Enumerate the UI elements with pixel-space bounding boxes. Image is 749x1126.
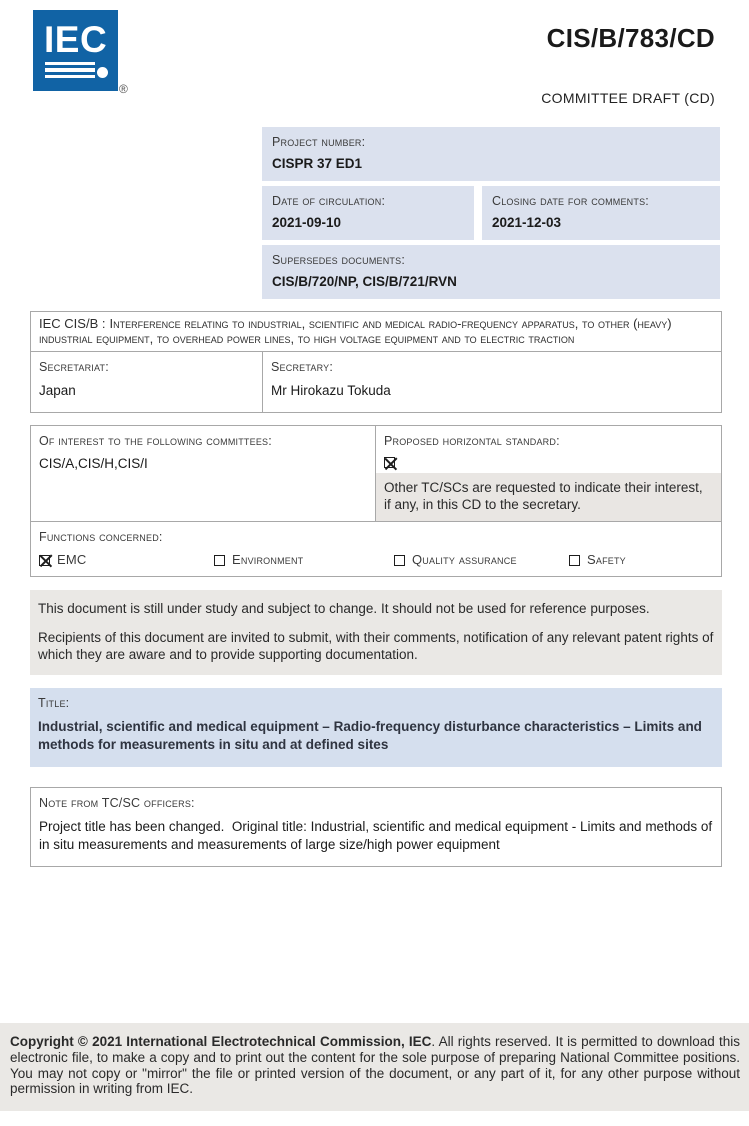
- horizontal-standard-cell: [376, 426, 721, 521]
- secretary-cell: [263, 352, 399, 412]
- dates-row: [262, 186, 720, 240]
- date-of-circulation-label: Date of circulation:: [272, 194, 386, 208]
- project-number-value: CISPR 37 ED1: [272, 156, 363, 171]
- note-value: Project title has been changed. Original title: Industrial, scientific and medical equipment - Limits and methods of in situ measurements and measurements of large size/high power equipment: [39, 819, 716, 852]
- committee-description-row: [31, 312, 721, 352]
- document-type-label: COMMITTEE DRAFT (CD): [541, 90, 715, 106]
- supersedes-cell: [262, 245, 720, 299]
- secretariat-row: [31, 352, 721, 412]
- copyright-body-text: . All rights reserved. It is permitted to download this electronic file, to make a copy and to print out the content for the sole purpose of preparing National Committee positions. You may not copy or "mirror" the file or printed version of the document, or any part of it, for any other purpose without permission in writing from IEC.: [10, 1034, 740, 1097]
- emc-label: EMC: [57, 552, 87, 567]
- study-notice-line2: Recipients of this document are invited to submit, with their comments, notification of any relevant patent rights of which they are aware and to provide supporting documentation.: [38, 630, 714, 662]
- registered-trademark-symbol: ®: [119, 82, 128, 96]
- iec-logo-dot-icon: [97, 67, 108, 78]
- title-label: Title:: [38, 696, 70, 710]
- supersedes-value: CIS/B/720/NP, CIS/B/721/RVN: [272, 274, 457, 289]
- functions-concerned-row: [31, 522, 721, 576]
- secretariat-value: Japan: [39, 383, 76, 398]
- secretariat-cell: [31, 352, 263, 412]
- interest-row: [31, 426, 721, 522]
- interest-table: [30, 425, 722, 577]
- closing-date-value: 2021-12-03: [492, 215, 562, 230]
- document-reference: CIS/B/783/CD: [546, 23, 715, 53]
- supersedes-row: [262, 245, 720, 299]
- quality-assurance-label: Quality assurance: [412, 552, 517, 567]
- other-tcsc-note: Other TC/SCs are requested to indicate their interest, if any, in this CD to the secretary.: [376, 473, 721, 521]
- interested-committees-value: CIS/A,CIS/H,CIS/I: [39, 456, 148, 471]
- safety-label: Safety: [587, 552, 626, 567]
- environment-label: Environment: [232, 552, 304, 567]
- function-item-safety: [569, 553, 626, 567]
- title-value: Industrial, scientific and medical equipment – Radio-frequency disturbance characteristics – Limits and methods for measurements in situ and at defined sites: [38, 719, 702, 752]
- date-of-circulation-cell: [262, 186, 474, 240]
- committee-code: IEC CIS/B :: [39, 316, 106, 331]
- quality-assurance-checkbox: [394, 555, 405, 566]
- horizontal-standard-label: Proposed horizontal standard:: [384, 434, 560, 448]
- closing-date-label: Closing date for comments:: [492, 194, 649, 208]
- supersedes-label: Supersedes documents:: [272, 253, 405, 267]
- safety-checkbox: [569, 555, 580, 566]
- function-item-emc: [39, 553, 214, 567]
- iec-logo-lines-icon: [45, 59, 95, 79]
- committee-description: Interference relating to industrial, scientific and medical radio-frequency apparatus, to other (heavy) industrial equipment, to overhead power lines, to high voltage equipment and to electric traction: [39, 316, 672, 346]
- project-number-row: [262, 127, 720, 181]
- title-section: [30, 688, 722, 767]
- committee-table: [30, 311, 722, 413]
- horizontal-standard-checkbox: [384, 457, 395, 468]
- copyright-notice: [0, 1023, 749, 1111]
- note-label: Note from TC/SC officers:: [39, 796, 195, 810]
- iec-logo: [33, 10, 118, 91]
- iec-logo-text: IEC: [44, 19, 108, 60]
- date-of-circulation-value: 2021-09-10: [272, 215, 342, 230]
- secretariat-label: Secretariat:: [39, 360, 109, 374]
- study-notice-line1: This document is still under study and subject to change. It should not be used for reference purposes.: [38, 601, 650, 616]
- project-number-label: Project number:: [272, 135, 366, 149]
- study-notice: [30, 590, 722, 675]
- emc-checkbox: [39, 555, 50, 566]
- interested-committees-cell: [31, 426, 376, 521]
- closing-date-cell: [482, 186, 720, 240]
- project-info-table: [262, 127, 720, 304]
- environment-checkbox: [214, 555, 225, 566]
- functions-checkbox-group: [39, 553, 713, 567]
- functions-concerned-label: Functions concerned:: [39, 530, 163, 544]
- project-number-cell: [262, 127, 720, 181]
- note-section: [30, 787, 722, 867]
- secretary-value: Mr Hirokazu Tokuda: [271, 383, 391, 398]
- function-item-quality-assurance: [394, 553, 569, 567]
- interested-committees-label: Of interest to the following committees:: [39, 434, 272, 448]
- copyright-bold-text: Copyright © 2021 International Electrotechnical Commission, IEC: [10, 1034, 432, 1049]
- function-item-environment: [214, 553, 394, 567]
- secretary-label: Secretary:: [271, 360, 333, 374]
